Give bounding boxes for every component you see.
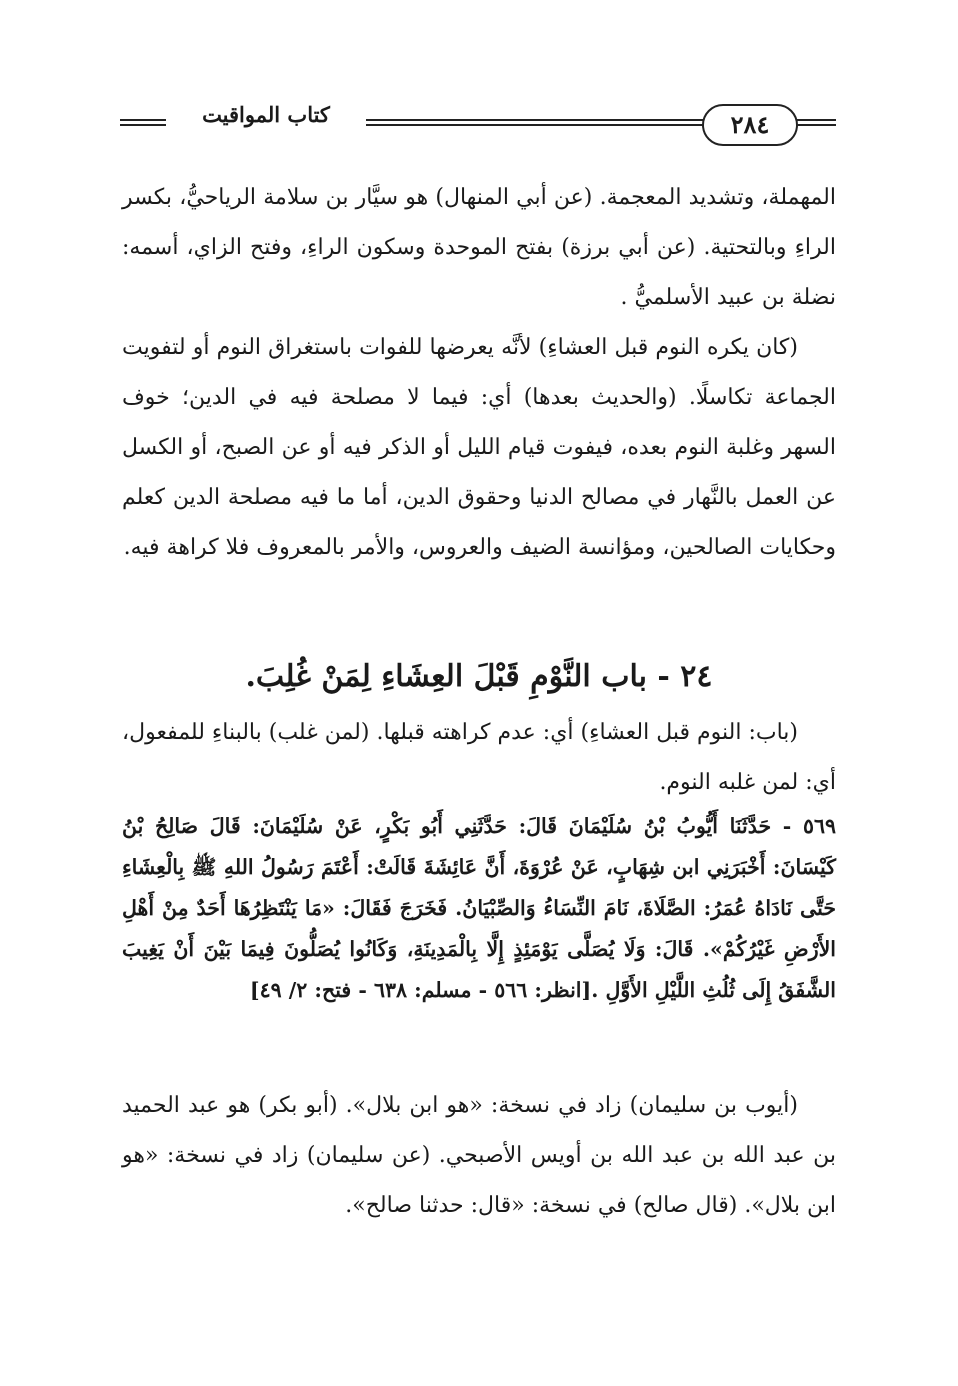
page-number: ٢٨٤ (702, 104, 798, 146)
chapter-heading: ٢٤ - باب النَّوْمِ قَبْلَ العِشَاءِ لِمَنْ غُلِبَ. (245, 659, 713, 694)
book-title: كتاب المواقيت (202, 102, 330, 127)
header-rule-left (120, 119, 166, 126)
commentary-paragraph-2: (كان يكره النوم قبل العشاءِ) لأنَّه يعرضها للفوات باستغراق النوم أو لتفويت الجماعة تكاسلًا. (والحديث بعدها) أي: فيما لا مصلحة فيه في الدين؛ خوف السهر وغلبة النوم بعده، فيفوت قيام الليل أو الذكر فيه أو عن الصبح، أو الكسل عن العمل بالنَّهار في مصالح الدنيا وحقوق الدين، أما ما فيه مصلحة الدين كعلم وحكايات الصالحين، ومؤانسة الضيف والعروس، والأمر بالمعروف فلا كراهة فيه. (122, 335, 836, 560)
hadith-text: ٥٦٩ - حَدَّثَنَا أَيُّوبُ بْنُ سُلَيْمَانَ قَالَ: حَدَّثَنِي أَبُو بَكْرٍ، عَنْ سُلَيْمَانَ: قَالَ صَالِحُ بْنُ كَيْسَانَ: أَخْبَرَنِي ابن شِهَابٍ، عَنْ عُرْوَةَ، أَنَّ عَائِشَةَ قَالَتْ: أَعْتَمَ رَسُولُ اللهِ ﷺ بِالْعِشَاءِ حَتَّى نَادَاهُ عُمَرُ: الصَّلَاةَ، نَامَ النِّسَاءُ وَالصِّبْيَانُ. فَخَرَجَ فَقَالَ: «مَا يَنْتَظِرُهَا أَحَدٌ مِنْ أَهْلِ الأَرْضِ غَيْرُكُمْ». قَالَ: وَلَا يُصَلَّى يَوْمَئِذٍ إِلَّا بِالْمَدِينَةِ، وَكَانُوا يُصَلُّونَ فِيمَا بَيْنَ أَنْ يَغِيبَ الشَّفَقُ إِلَى ثُلُثِ اللَّيْلِ الأَوَّلِ .[انظر: ٥٦٦ - مسلم: ٦٣٨ - فتح: ٢/ ٤٩] (122, 814, 836, 1002)
commentary-top (122, 173, 836, 573)
page-header (120, 96, 836, 156)
header-rule-right (796, 119, 836, 126)
commentary-bottom (122, 1081, 836, 1231)
chapter-commentary-text: (باب: النوم قبل العشاءِ) أي: عدم كراهته قبلها. (لمن غلب) بالبناءِ للمفعول، أي: لمن غلبه النوم. (122, 720, 836, 795)
chapter-commentary (122, 708, 836, 808)
hadith-text-block (122, 806, 836, 1011)
commentary-bottom-text: (أيوب بن سليمان) زاد في نسخة: «هو ابن بلال». (أبو بكر) هو عبد الحميد بن عبد الله بن عبد الله بن أويس الأصبحي. (عن سليمان) زاد في نسخة: «هو ابن بلال». (قال صالح) في نسخة: «قال: حدثنا صالح». (122, 1093, 836, 1218)
commentary-paragraph-1: المهملة، وتشديد المعجمة. (عن أبي المنهال) هو سيَّار بن سلامة الرياحيُّ، بكسر الراءِ وبالتحتية. (عن أبي برزة) بفتح الموحدة وسكون الراءِ، وفتح الزاي، أسمه: نضلة بن عبيد الأسلميُّ . (122, 185, 836, 310)
